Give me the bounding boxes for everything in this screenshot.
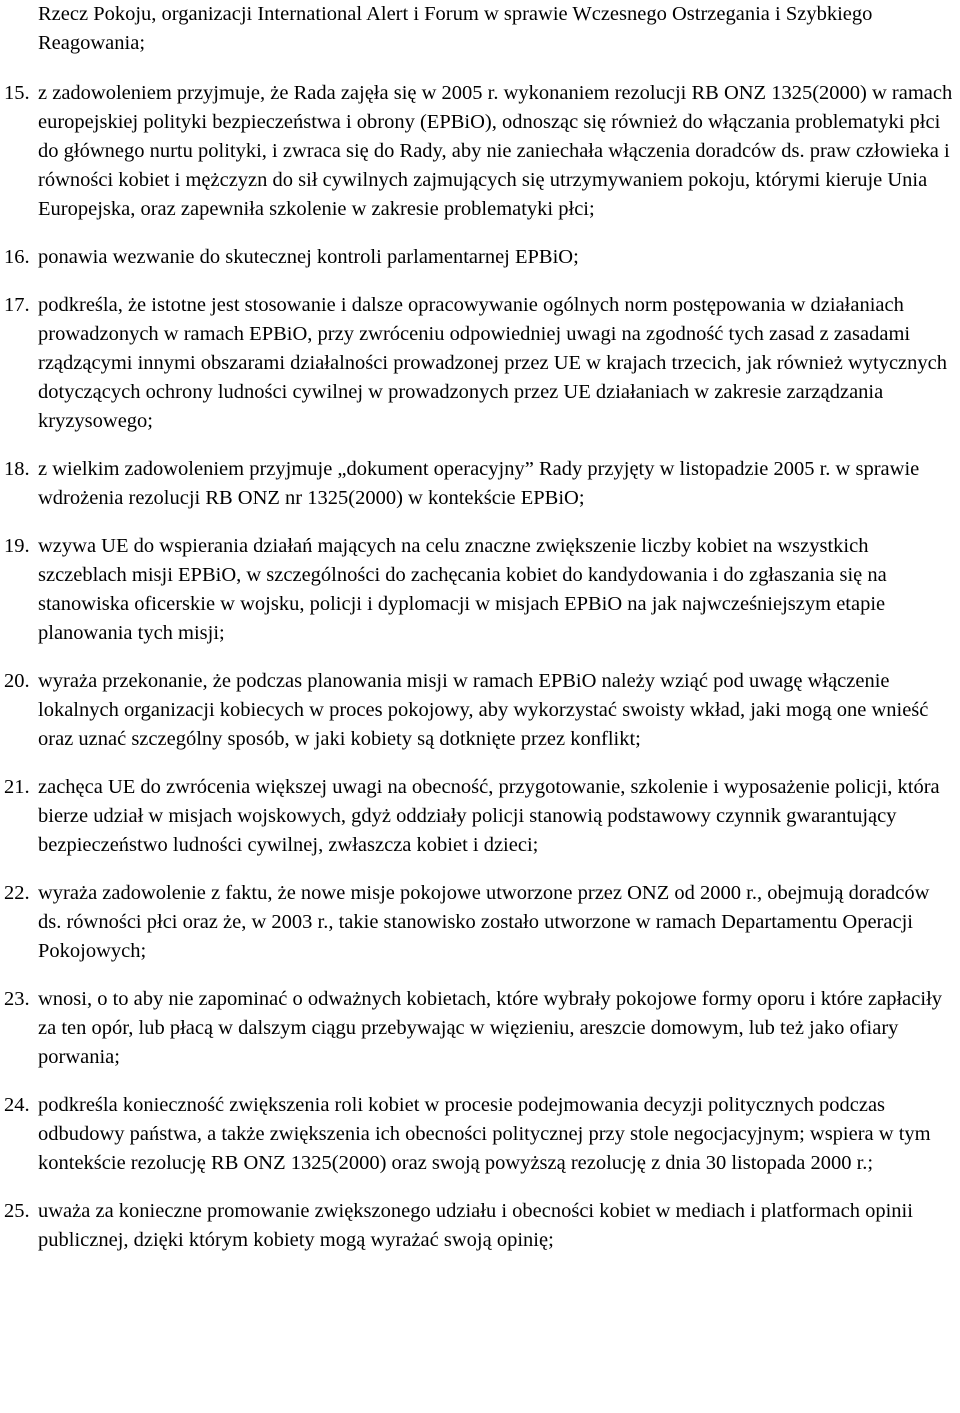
item-text: wyraża przekonanie, że podczas planowania misji w ramach EPBiO należy wziąć pod uwagę włączenie lokalnych organizacji kobiecych w proces pokojowy, aby wykorzystać swoisty wkład, jaki mogą one wnieść oraz uznać szczególny sposób, w jaki kobiety są dotknięte przez konflikt; [38,670,929,750]
list-item [0,532,960,648]
item-number: 15. [4,82,30,104]
item-number: 25. [4,1200,30,1222]
item-text: uważa za konieczne promowanie zwiększonego udziału i obecności kobiet w mediach i platformach opinii publicznej, dzięki którym kobiety mogą wyrażać swoją opinię; [38,1200,913,1251]
spacer [0,513,960,532]
list-item [0,79,960,224]
list-item [0,879,960,966]
spacer [0,224,960,243]
spacer [0,966,960,985]
continuation-paragraph [0,0,960,58]
item-text: z zadowoleniem przyjmuje, że Rada zajęła się w 2005 r. wykonaniem rezolucji RB ONZ 1325(2000) w ramach europejskiej polityki bezpieczeństwa i obrony (EPBiO), odnosząc się również do włączania problematyki płci do głównego nurtu polityki, i zwraca się do Rady, aby nie zaniechała włączenia doradców ds. praw człowieka i równości kobiet i mężczyzn do sił cywilnych zajmujących się utrzymywaniem pokoju, którymi kieruje Unia Europejska, oraz zapewniła szkolenie w zakresie problematyki płci; [38,82,953,220]
item-number: 16. [4,246,30,268]
spacer [0,648,960,667]
item-text: ponawia wezwanie do skutecznej kontroli parlamentarnej EPBiO; [38,246,579,268]
item-number: 20. [4,670,30,692]
item-number: 22. [4,882,30,904]
item-text: podkreśla, że istotne jest stosowanie i dalsze opracowywanie ogólnych norm postępowania w działaniach prowadzonych w ramach EPBiO, przy zwróceniu odpowiedniej uwagi na zgodność tych zasad z zasadami rządzącymi innymi obszarami działalności prowadzonej przez UE w krajach trzecich, jak również wytycznych dotyczących ochrony ludności cywilnej w prowadzonych przez UE działaniach w zakresie zarządzania kryzysowego; [38,294,947,432]
spacer [0,1072,960,1091]
list-item [0,667,960,754]
spacer [0,860,960,879]
spacer [0,272,960,291]
list-item [0,773,960,860]
item-number: 17. [4,294,30,316]
list-item [0,1197,960,1255]
spacer [0,436,960,455]
item-text: wyraża zadowolenie z faktu, że nowe misje pokojowe utworzone przez ONZ od 2000 r., obejmują doradców ds. równości płci oraz że, w 2003 r., takie stanowisko zostało utworzone w ramach Departamentu Operacji Pokojowych; [38,882,930,962]
spacer [0,58,960,79]
list-item [0,243,960,272]
item-number: 23. [4,988,30,1010]
spacer [0,754,960,773]
item-number: 24. [4,1094,30,1116]
item-text: wnosi, o to aby nie zapominać o odważnych kobietach, które wybrały pokojowe formy oporu i które zapłaciły za ten opór, lub płacą w dalszym ciągu przebywając w więzieniu, areszcie domowym, lub też jako ofiary porwania; [38,988,943,1068]
list-item [0,291,960,436]
spacer [0,1178,960,1197]
item-number: 18. [4,458,30,480]
item-text: podkreśla konieczność zwiększenia roli kobiet w procesie podejmowania decyzji politycznych podczas odbudowy państwa, a także zwiększenia ich obecności politycznej przy stole negocjacyjnym; wspiera w tym kontekście rezolucję RB ONZ 1325(2000) oraz swoją powyższą rezolucję z dnia 30 listopada 2000 r.; [38,1094,931,1174]
item-text: wzywa UE do wspierania działań mających na celu znaczne zwiększenie liczby kobiet na wszystkich szczeblach misji EPBiO, w szczególności do zachęcania kobiet do kandydowania i do zgłaszania się na stanowiska oficerskie w wojsku, policji i dyplomacji w misjach EPBiO na jak najwcześniejszym etapie planowania tych misji; [38,535,887,644]
item-text: zachęca UE do zwrócenia większej uwagi na obecność, przygotowanie, szkolenie i wyposażenie policji, która bierze udział w misjach wojskowych, gdyż oddziały policji stanowią podstawowy czynnik gwarantujący bezpieczeństwo ludności cywilnej, zwłaszcza kobiet i dzieci; [38,776,940,856]
item-text: z wielkim zadowoleniem przyjmuje „dokument operacyjny” Rady przyjęty w listopadzie 2005 r. w sprawie wdrożenia rezolucji RB ONZ nr 1325(2000) w kontekście EPBiO; [38,458,920,509]
item-number: 21. [4,776,30,798]
list-item [0,985,960,1072]
item-number: 19. [4,535,30,557]
list-item [0,455,960,513]
list-item [0,1091,960,1178]
continuation-text: Rzecz Pokoju, organizacji International Alert i Forum w sprawie Wczesnego Ostrzegania i Szybkiego Reagowania; [38,3,873,54]
